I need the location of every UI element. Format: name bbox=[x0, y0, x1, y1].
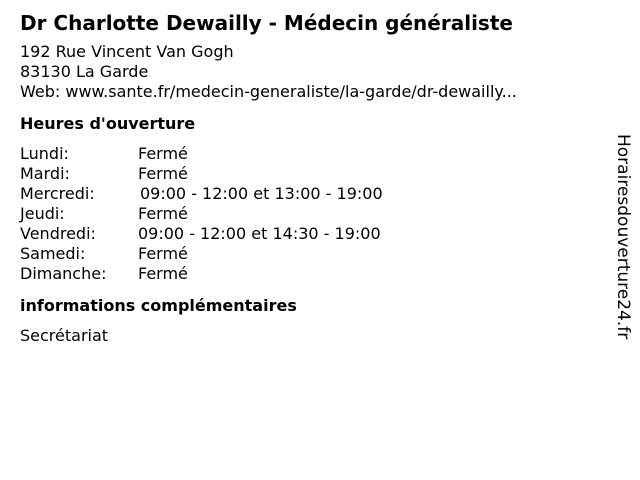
day-label: Mardi: bbox=[20, 164, 70, 183]
hours-row-samedi bbox=[20, 244, 600, 264]
day-hours: Fermé bbox=[138, 144, 188, 163]
day-label: Vendredi: bbox=[20, 224, 96, 243]
hours-row-jeudi bbox=[20, 204, 600, 224]
hours-row-mardi bbox=[20, 164, 600, 184]
day-label: Lundi: bbox=[20, 144, 69, 163]
hours-row-dimanche bbox=[20, 264, 600, 284]
address-city: 83130 La Garde bbox=[20, 62, 149, 81]
day-label: Dimanche: bbox=[20, 264, 107, 283]
hours-heading: Heures d'ouverture bbox=[20, 114, 196, 133]
hours-row-lundi bbox=[20, 144, 600, 164]
website-link[interactable]: Web: www.sante.fr/medecin-generaliste/la-garde/dr-dewailly... bbox=[20, 82, 517, 101]
site-watermark: Horairesdouverture24.fr bbox=[613, 134, 633, 340]
day-hours: 09:00 - 12:00 et 13:00 - 19:00 bbox=[140, 184, 383, 203]
day-label: Jeudi: bbox=[20, 204, 65, 223]
day-hours: Fermé bbox=[138, 204, 188, 223]
page-content bbox=[20, 10, 600, 346]
day-label: Mercredi: bbox=[20, 184, 95, 203]
info-heading: informations complémentaires bbox=[20, 296, 297, 315]
address-block bbox=[20, 42, 600, 102]
hours-row-mercredi bbox=[20, 184, 600, 204]
info-text: Secrétariat bbox=[20, 326, 109, 345]
day-hours: 09:00 - 12:00 et 14:30 - 19:00 bbox=[138, 224, 381, 243]
address-street: 192 Rue Vincent Van Gogh bbox=[20, 42, 234, 61]
hours-row-vendredi bbox=[20, 224, 600, 244]
day-hours: Fermé bbox=[138, 244, 188, 263]
page-title: Dr Charlotte Dewailly - Médecin généraliste bbox=[20, 11, 513, 35]
day-hours: Fermé bbox=[138, 264, 188, 283]
day-label: Samedi: bbox=[20, 244, 86, 263]
day-hours: Fermé bbox=[138, 164, 188, 183]
hours-table bbox=[20, 144, 600, 284]
